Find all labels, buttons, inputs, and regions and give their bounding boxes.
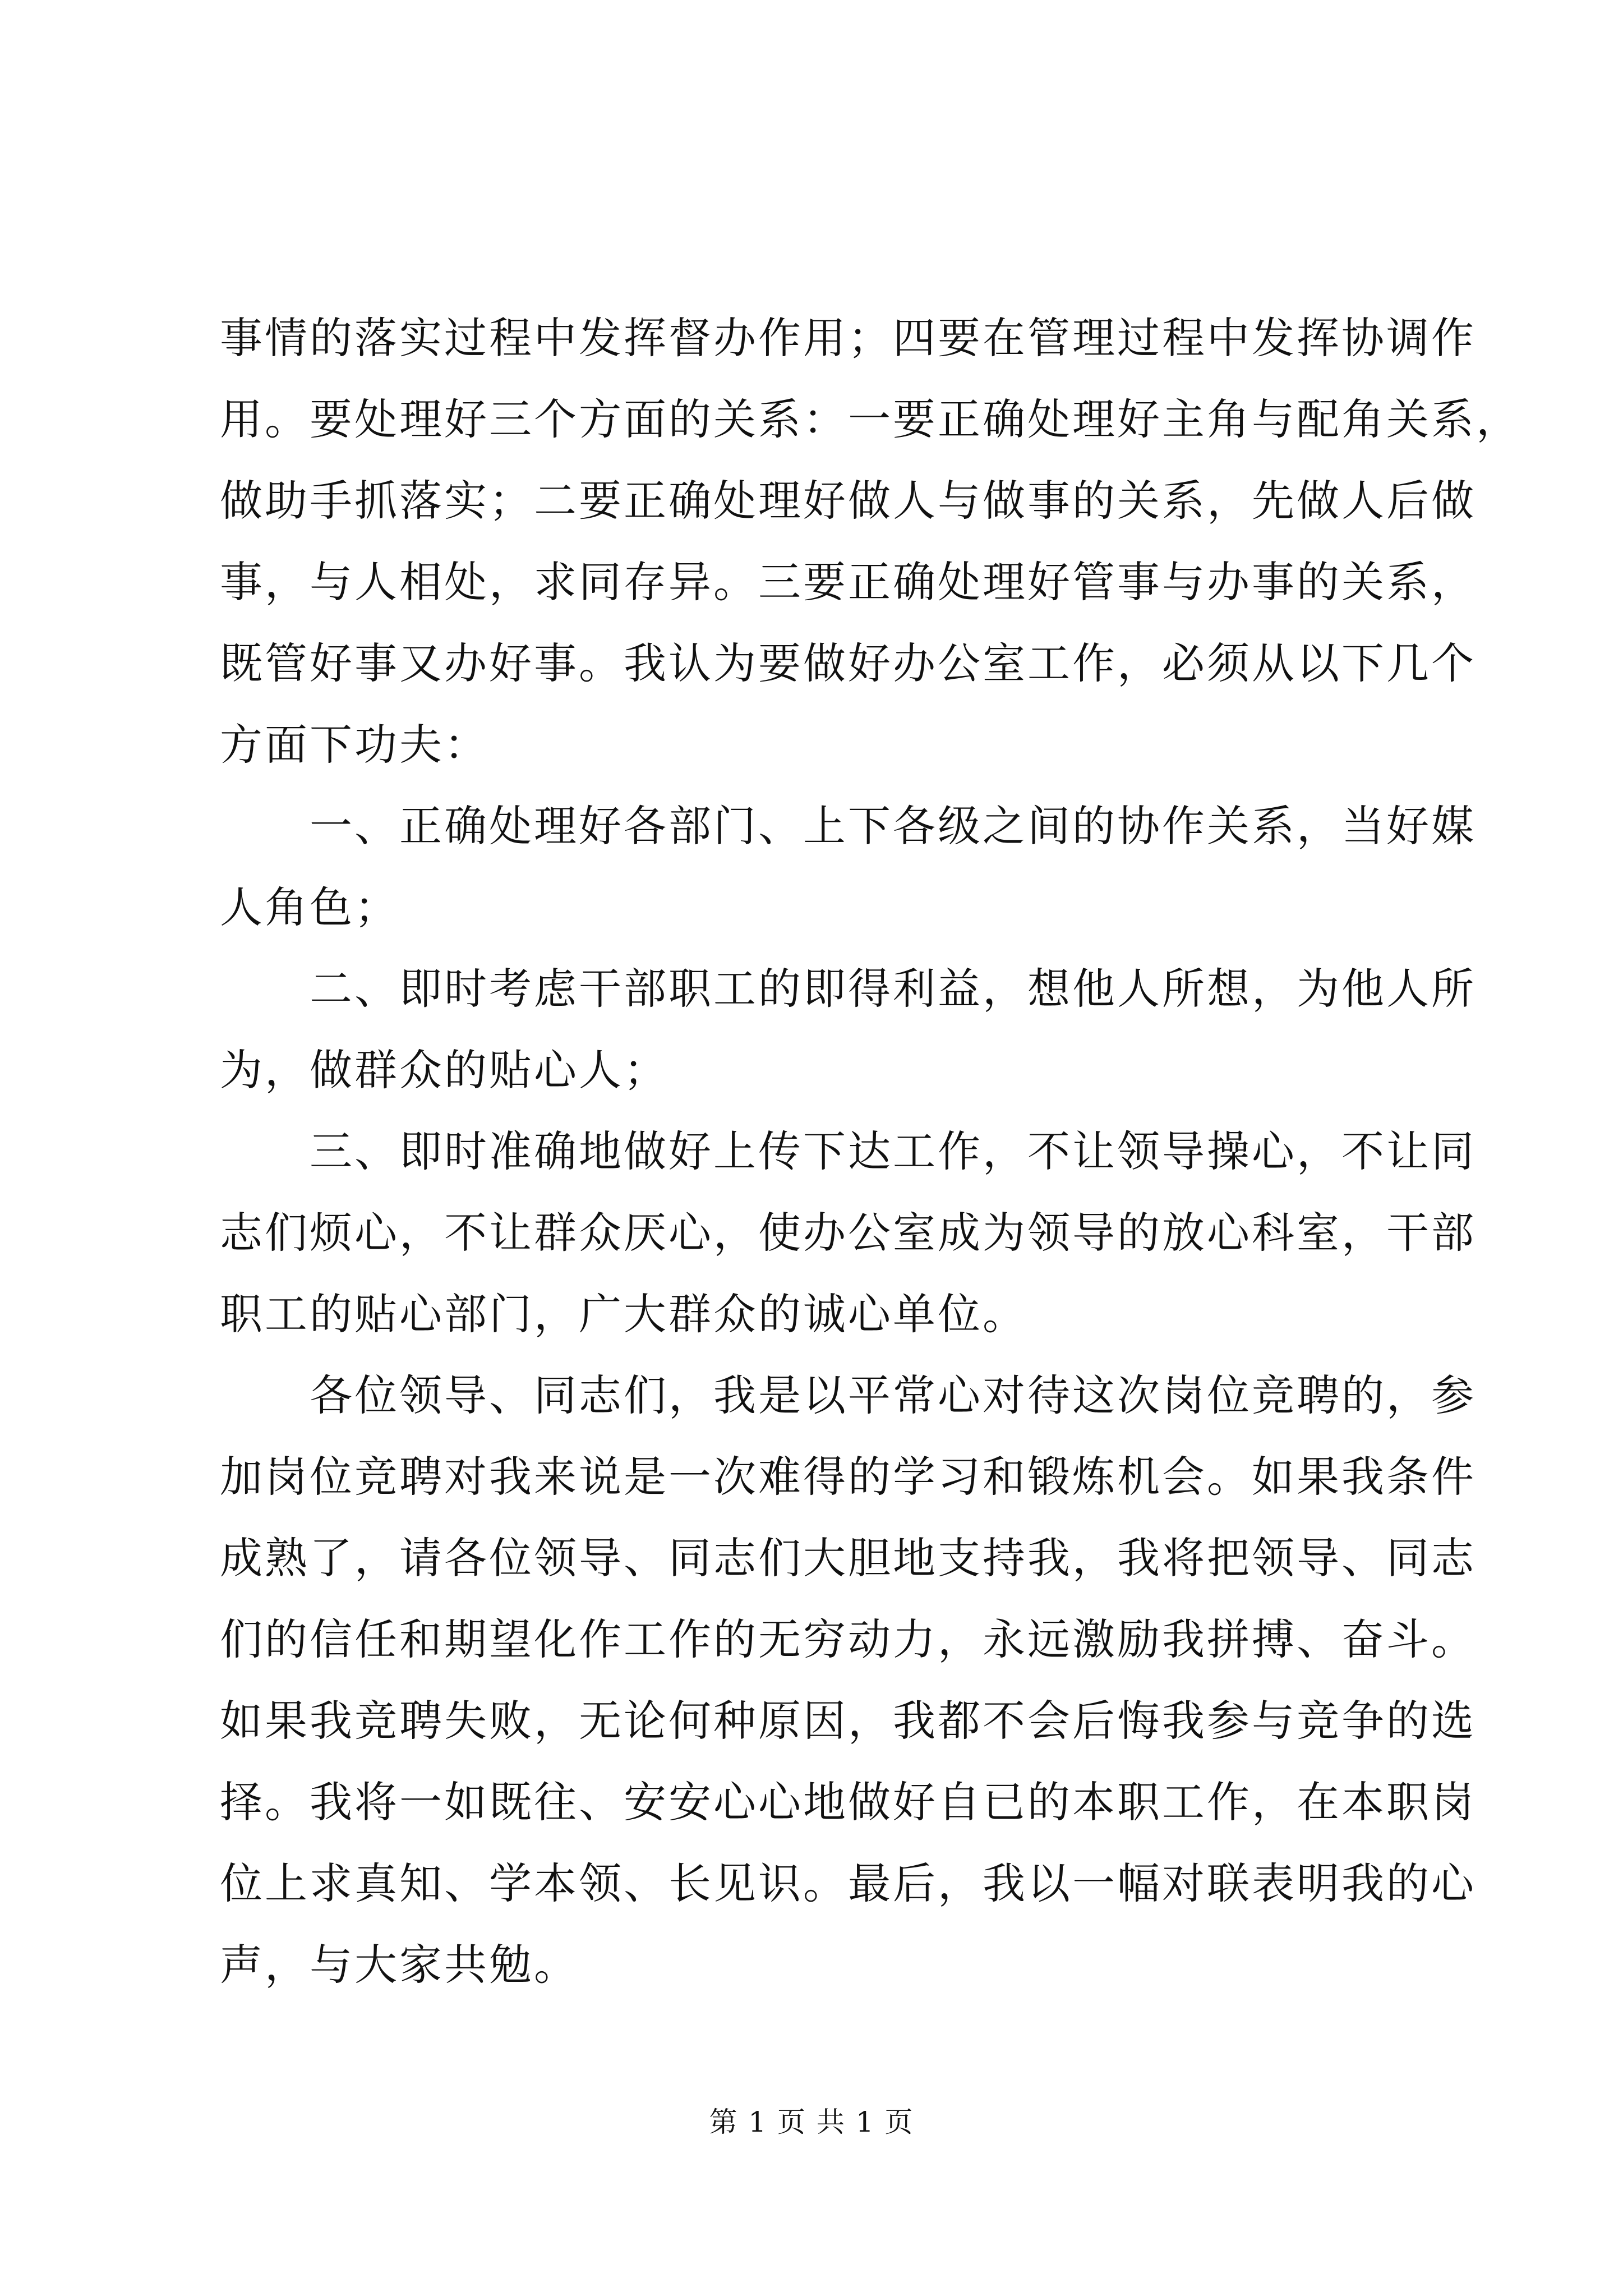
text-line: 各位领导、同志们，我是以平常心对待这次岗位竞聘的，参 [310, 1370, 1476, 1420]
text-line: 既管好事又办好事。我认为要做好办公室工作，必须从以下几个 [220, 638, 1476, 688]
text-line: 择。我将一如既往、安安心心地做好自已的本职工作，在本职岗 [220, 1777, 1476, 1827]
text-line: 为，做群众的贴心人； [220, 1045, 668, 1095]
text-line: 二、即时考虑干部职工的即得利益，想他人所想，为他人所 [310, 964, 1476, 1014]
text-line: 位上求真知、学本领、长见识。最后，我以一幅对联表明我的心 [220, 1858, 1476, 1908]
text-line: 志们烦心，不让群众厌心，使办公室成为领导的放心科室，干部 [220, 1208, 1476, 1258]
body-text [220, 297, 1521, 2005]
text-line: 事情的落实过程中发挥督办作用；四要在管理过程中发挥协调作 [220, 313, 1476, 363]
text-line: 用。要处理好三个方面的关系：一要正确处理好主角与配角关系， [220, 394, 1521, 444]
text-line: 职工的贴心部门，广大群众的诚心单位。 [220, 1289, 1027, 1339]
page-footer: 第 1 页 共 1 页 [709, 2106, 914, 2138]
text-line: 做助手抓落实；二要正确处理好做人与做事的关系，先做人后做 [220, 476, 1476, 526]
text-line: 一、正确处理好各部门、上下各级之间的协作关系，当好媒 [310, 801, 1476, 851]
text-line: 加岗位竞聘对我来说是一次难得的学习和锻炼机会。如果我条件 [220, 1452, 1476, 1502]
text-line: 们的信任和期望化作工作的无穷动力，永远激励我拼搏、奋斗。 [220, 1614, 1476, 1664]
text-line: 三、即时准确地做好上传下达工作，不让领导操心，不让同 [310, 1126, 1476, 1176]
text-line: 声，与大家共勉。 [220, 1940, 579, 1990]
text-line: 人角色； [220, 882, 399, 932]
text-line: 事，与人相处，求同存异。三要正确处理好管事与办事的关系， [220, 557, 1476, 607]
text-line: 方面下功夫： [220, 720, 489, 770]
text-line: 如果我竞聘失败，无论何种原因，我都不会后悔我参与竞争的选 [220, 1696, 1476, 1746]
text-line: 成熟了，请各位领导、同志们大胆地支持我，我将把领导、同志 [220, 1533, 1476, 1583]
